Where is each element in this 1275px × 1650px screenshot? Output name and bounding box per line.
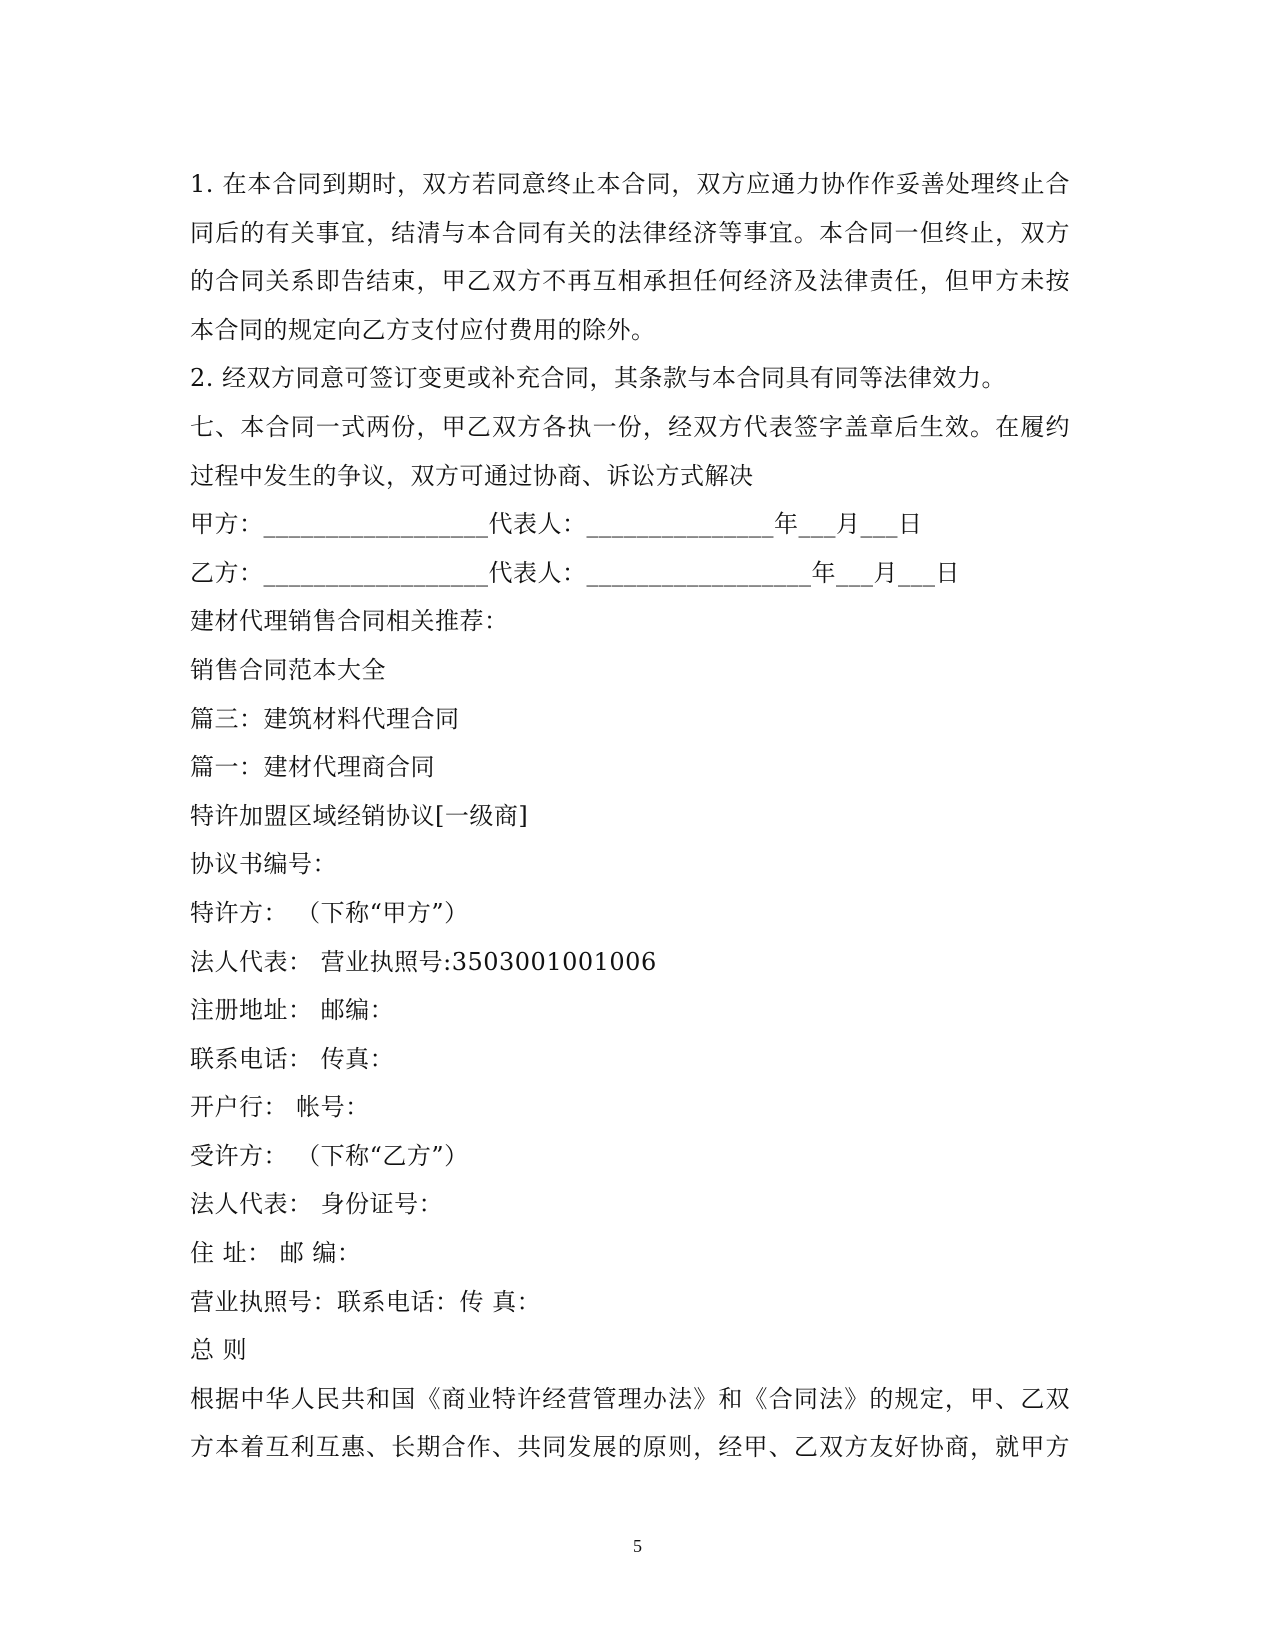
section-heading: 总 则 <box>190 1336 248 1365</box>
paragraph-line: 本合同的规定向乙方支付应付费用的除外。 <box>190 315 656 344</box>
form-field-line: 特许方： （下称“甲方”） <box>190 898 469 927</box>
paragraph-line: 的合同关系即告结束，甲乙双方不再互相承担任何经济及法律责任，但甲方未按 <box>190 267 1070 296</box>
agreement-title: 特许加盟区域经销协议[一级商] <box>190 801 529 830</box>
paragraph-line: 1. 在本合同到期时，双方若同意终止本合同，双方应通力协作作妥善处理终止合 <box>190 170 1070 198</box>
paragraph-line: 根据中华人民共和国《商业特许经营管理办法》和《合同法》的规定，甲、乙双 <box>190 1384 1070 1413</box>
form-field-line: 住 址： 邮 编： <box>190 1239 362 1268</box>
form-field-line: 法人代表： 营业执照号:3503001001006 <box>190 947 657 976</box>
page-number: 5 <box>633 1536 642 1556</box>
signature-line-party-b: 乙方：__________________代表人：__________________年___月___日 <box>190 558 960 587</box>
recommendation-heading: 建材代理销售合同相关推荐： <box>190 607 509 636</box>
paragraph-line: 七、本合同一式两份，甲乙双方各执一份，经双方代表签字盖章后生效。在履约 <box>190 412 1070 441</box>
form-field-line: 注册地址： 邮编： <box>190 996 395 1025</box>
form-field-line: 开户行： 帐号： <box>190 1093 370 1122</box>
paragraph-line: 方本着互利互惠、长期合作、共同发展的原则，经甲、乙双方友好协商，就甲方 <box>190 1433 1070 1462</box>
paragraph-line: 过程中发生的争议，双方可通过协商、诉讼方式解决 <box>190 461 754 490</box>
form-field-line: 法人代表： 身份证号： <box>190 1190 444 1219</box>
signature-line-party-a: 甲方：__________________代表人：_______________年___月___日 <box>190 510 923 539</box>
recommendation-item: 篇三：建筑材料代理合同 <box>190 704 460 733</box>
recommendation-item: 篇一：建材代理商合同 <box>190 753 435 782</box>
paragraph-line: 同后的有关事宜，结清与本合同有关的法律经济等事宜。本合同一但终止，双方 <box>190 218 1070 247</box>
form-field-line: 联系电话： 传真： <box>190 1044 395 1073</box>
paragraph-line: 2. 经双方同意可签订变更或补充合同，其条款与本合同具有同等法律效力。 <box>190 364 1007 393</box>
form-field-line: 受许方： （下称“乙方”） <box>190 1141 469 1170</box>
document-body <box>190 160 1070 1472</box>
recommendation-item: 销售合同范本大全 <box>190 655 386 684</box>
form-field-line: 协议书编号： <box>190 850 337 879</box>
form-field-line: 营业执照号：联系电话：传 真： <box>190 1287 542 1316</box>
